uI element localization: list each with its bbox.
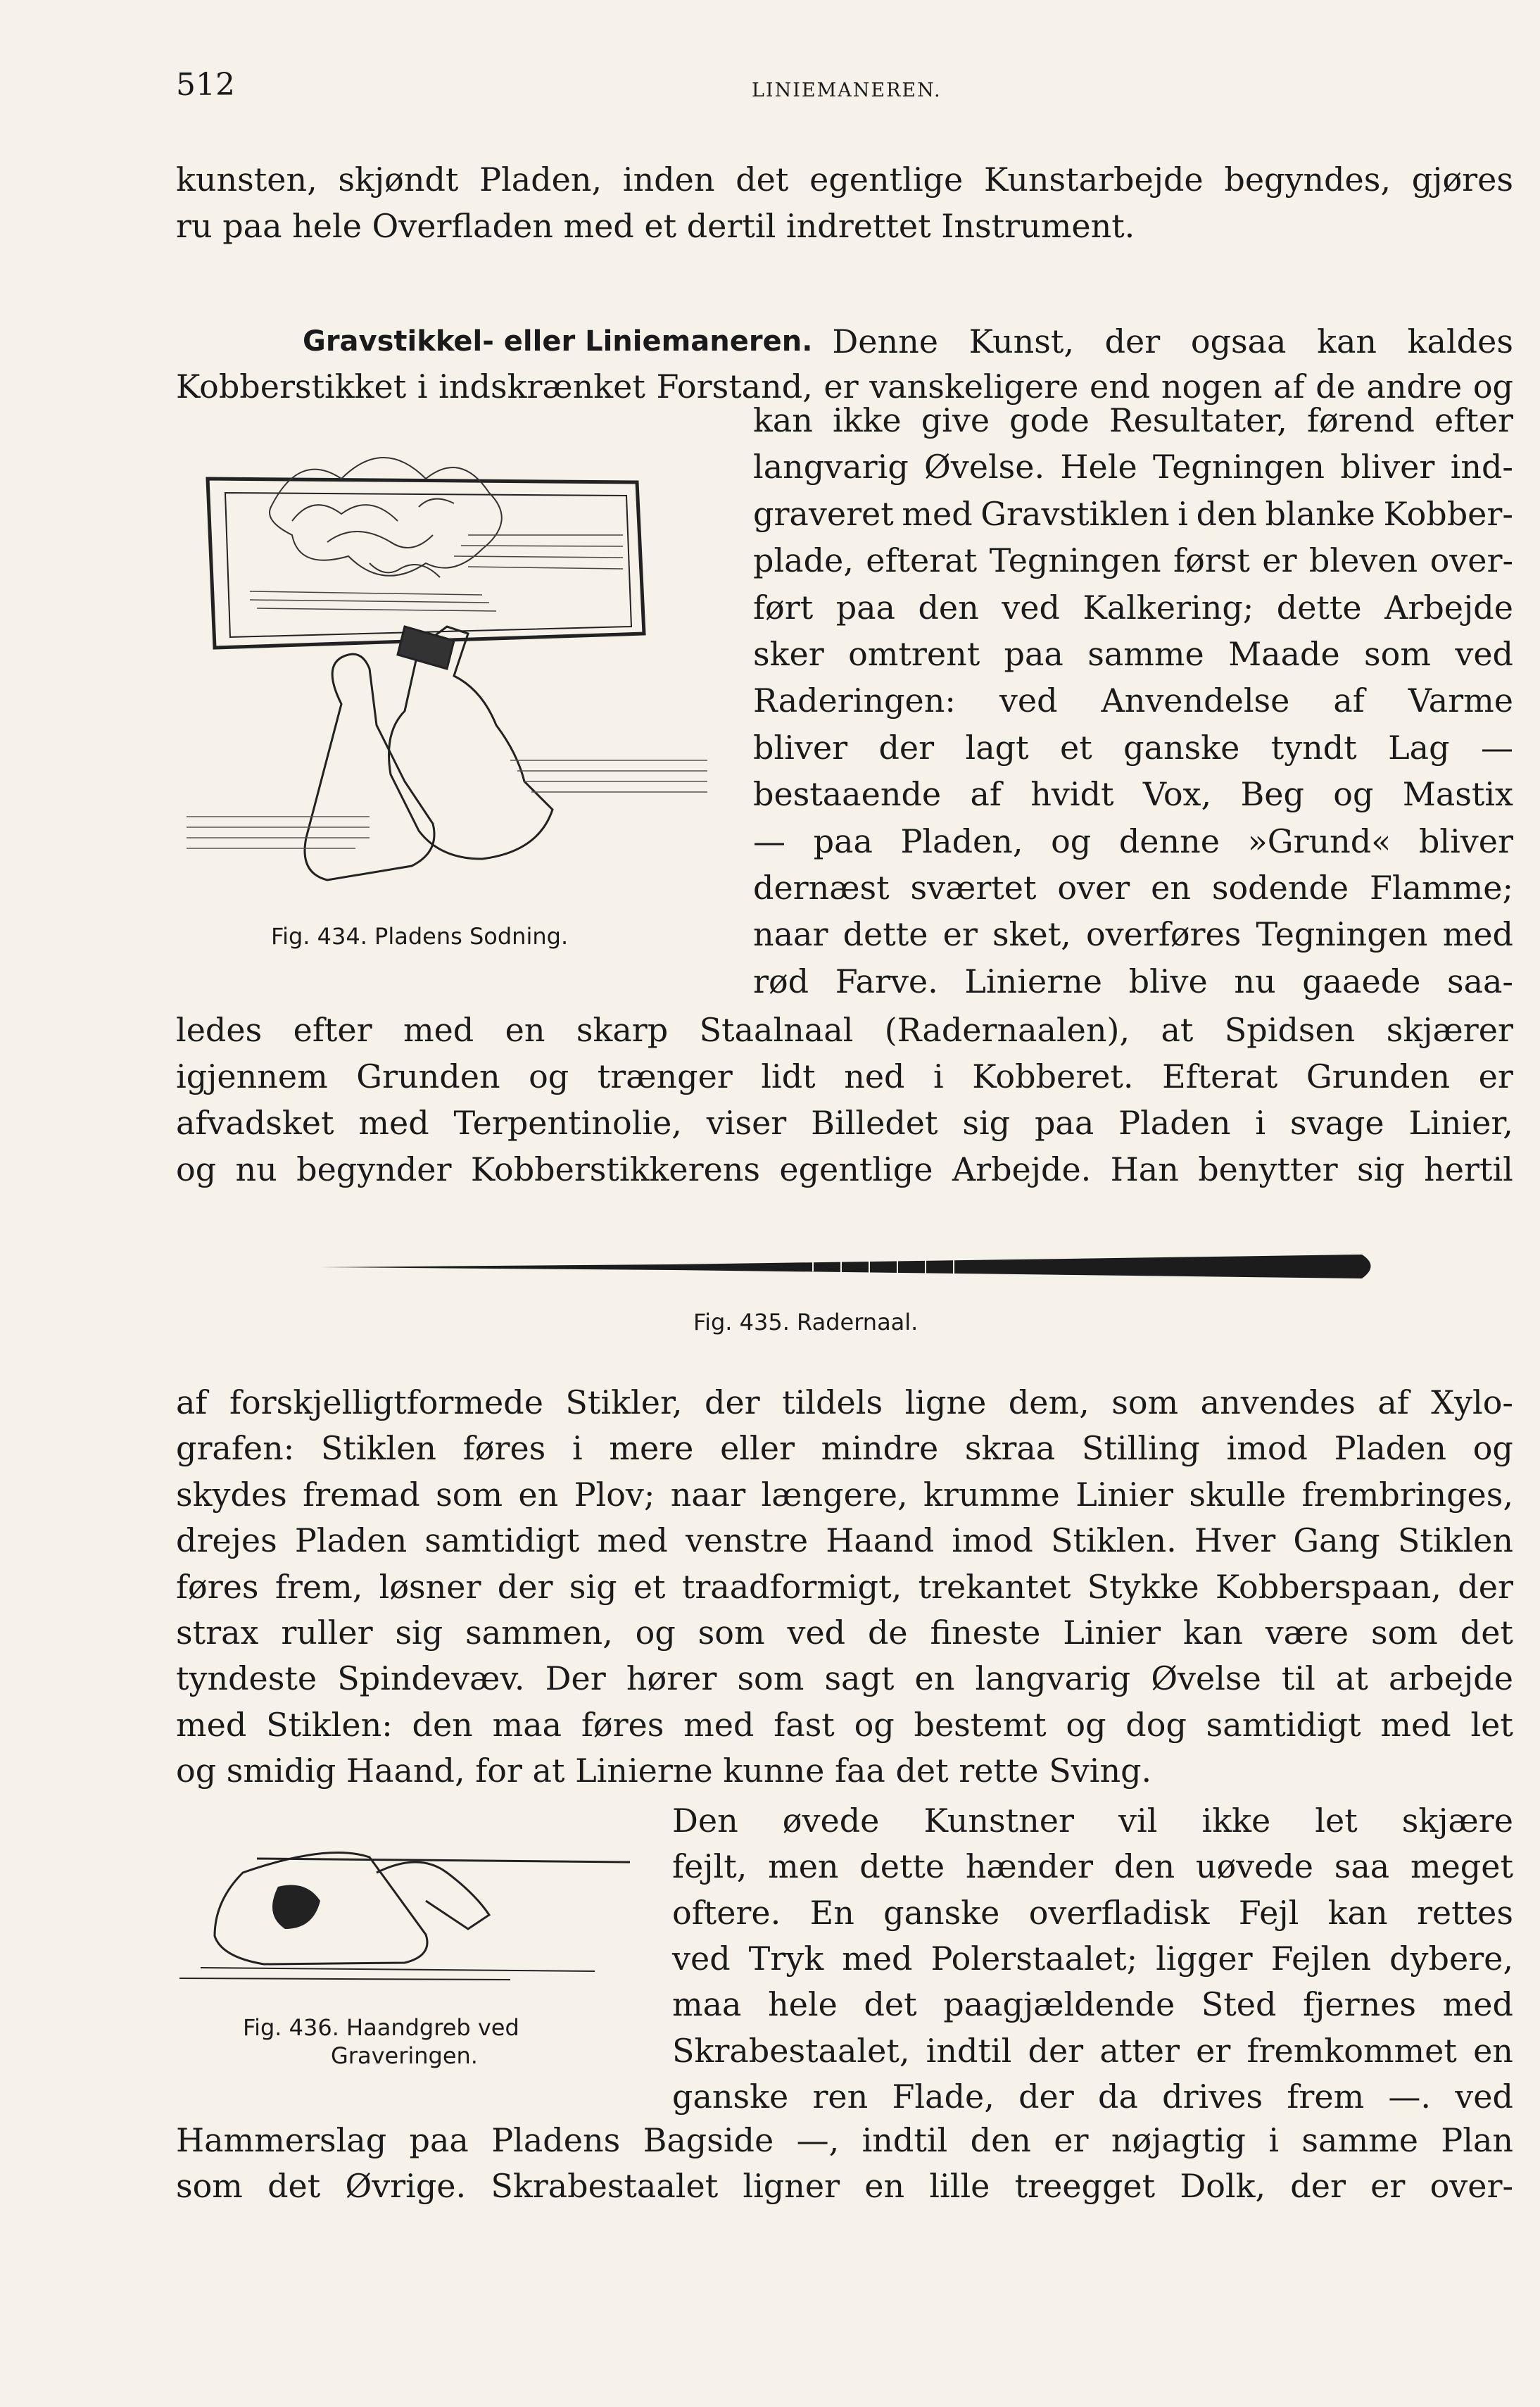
body-line: og smidig Haand, for at Linierne kunne faa det rette Sving. — [176, 1752, 1152, 1790]
body-line: skydes fremad som en Plov; naar længere, krumme Linier skulle frembringes, — [176, 1475, 1513, 1514]
section-first-line: Denne Kunst, der ogsaa kan kaldes — [832, 322, 1513, 360]
body-line: grafen: Stiklen føres i mere eller mindre skraa Stilling imod Pladen og — [176, 1429, 1513, 1468]
body-right-line: fejlt, men dette hænder den uøvede saa meget — [672, 1847, 1513, 1886]
body-right-line: Skrabestaalet, indtil der atter er fremkommet en — [672, 2031, 1513, 2070]
figure-436-caption-line1: Fig. 436. Haandgreb ved — [243, 2014, 519, 2041]
section-right-line: graveret med Gravstiklen i den blanke Kobber- — [753, 494, 1513, 533]
section-right-line: ført paa den ved Kalkering; dette Arbejde — [753, 588, 1513, 627]
section-cont-line: igjennem Grunden og trænger lidt ned i Kobberet. Efterat Grunden er — [176, 1057, 1513, 1095]
section-right-line: — paa Pladen, og denne »Grund« bliver — [753, 822, 1513, 860]
page-number: 512 — [176, 67, 235, 103]
page-header — [176, 67, 1513, 109]
section-right-line: langvarig Øvelse. Hele Tegningen bliver ind- — [753, 448, 1513, 486]
section-right-line: plade, efterat Tegningen først er bleven over- — [753, 541, 1513, 580]
section-heading: Gravstikkel- eller Liniemaneren. — [303, 325, 813, 358]
section-cont-line: afvadsket med Terpentinolie, viser Billedet sig paa Pladen i svage Linier, — [176, 1104, 1513, 1142]
body-right-line: ganske ren Flade, der da drives frem —. ved — [672, 2077, 1513, 2116]
section-heading-line — [303, 320, 1513, 363]
figure-434-caption: Fig. 434. Pladens Sodning. — [271, 923, 569, 950]
intro-line: kunsten, skjøndt Pladen, inden det egentlige Kunstarbejde begyndes, gjøres — [176, 161, 1513, 199]
figure-435-caption: Fig. 435. Radernaal. — [693, 1309, 919, 1336]
section-right-line: Raderingen: ved Anvendelse af Varme — [753, 681, 1513, 720]
body-line: drejes Pladen samtidigt med venstre Haand imod Stiklen. Hver Gang Stiklen — [176, 1521, 1513, 1560]
body-line: med Stiklen: den maa føres med fast og bestemt og dog samtidigt med let — [176, 1705, 1513, 1744]
body-line: føres frem, løsner der sig et traadformigt, trekantet Stykke Kobberspaan, der — [176, 1567, 1513, 1606]
body-line: tyndeste Spindevæv. Der hører som sagt en langvarig Øvelse til at arbejde — [176, 1659, 1513, 1698]
body-line: strax ruller sig sammen, og som ved de fineste Linier kan være som det — [176, 1614, 1513, 1652]
section-line: Kobberstikket i indskrænket Forstand, er vanskeligere end nogen af de andre og — [176, 367, 1513, 406]
body-right-line: Den øvede Kunstner vil ikke let skjære — [672, 1802, 1513, 1840]
body-line: af forskjelligtformede Stikler, der tildels ligne dem, som anvendes af Xylo- — [176, 1383, 1513, 1421]
figure-436-illustration — [172, 1844, 630, 1985]
running-title: LINIEMANEREN. — [752, 80, 942, 101]
body-right-line: oftere. En ganske overfladisk Fejl kan rettes — [672, 1893, 1513, 1932]
figure-436-caption-line2: Graveringen. — [331, 2042, 478, 2069]
section-right-line: bliver der lagt et ganske tyndt Lag — — [753, 728, 1513, 767]
body-right-line: maa hele det paagjældende Sted fjernes med — [672, 1985, 1513, 2024]
figure-434-illustration — [187, 422, 721, 908]
intro-line: ru paa hele Overfladen med et dertil indrettet Instrument. — [176, 207, 1135, 245]
section-cont-line: ledes efter med en skarp Staalnaal (Radernaalen), at Spidsen skjærer — [176, 1011, 1513, 1049]
section-right-line: sker omtrent paa samme Maade som ved — [753, 635, 1513, 673]
section-right-line: bestaaende af hvidt Vox, Beg og Mastix — [753, 775, 1513, 814]
body-right-line: ved Tryk med Polerstaalet; ligger Fejlen dybere, — [672, 1939, 1513, 1978]
section-right-line: kan ikke give gode Resultater, førend efter — [753, 401, 1513, 439]
section-right-line: rød Farve. Linierne blive nu gaaede saa- — [753, 962, 1513, 1000]
body-final-line: Hammerslag paa Pladens Bagside —, indtil den er nøjagtig i samme Plan — [176, 2121, 1513, 2159]
section-right-line: dernæst sværtet over en sodende Flamme; — [753, 869, 1513, 907]
figure-435-illustration — [320, 1246, 1383, 1288]
section-cont-line: og nu begynder Kobberstikkerens egentlige Arbejde. Han benytter sig hertil — [176, 1150, 1513, 1188]
section-right-line: naar dette er sket, overføres Tegningen med — [753, 915, 1513, 954]
body-final-line: som det Øvrige. Skrabestaalet ligner en lille treegget Dolk, der er over- — [176, 2167, 1513, 2205]
